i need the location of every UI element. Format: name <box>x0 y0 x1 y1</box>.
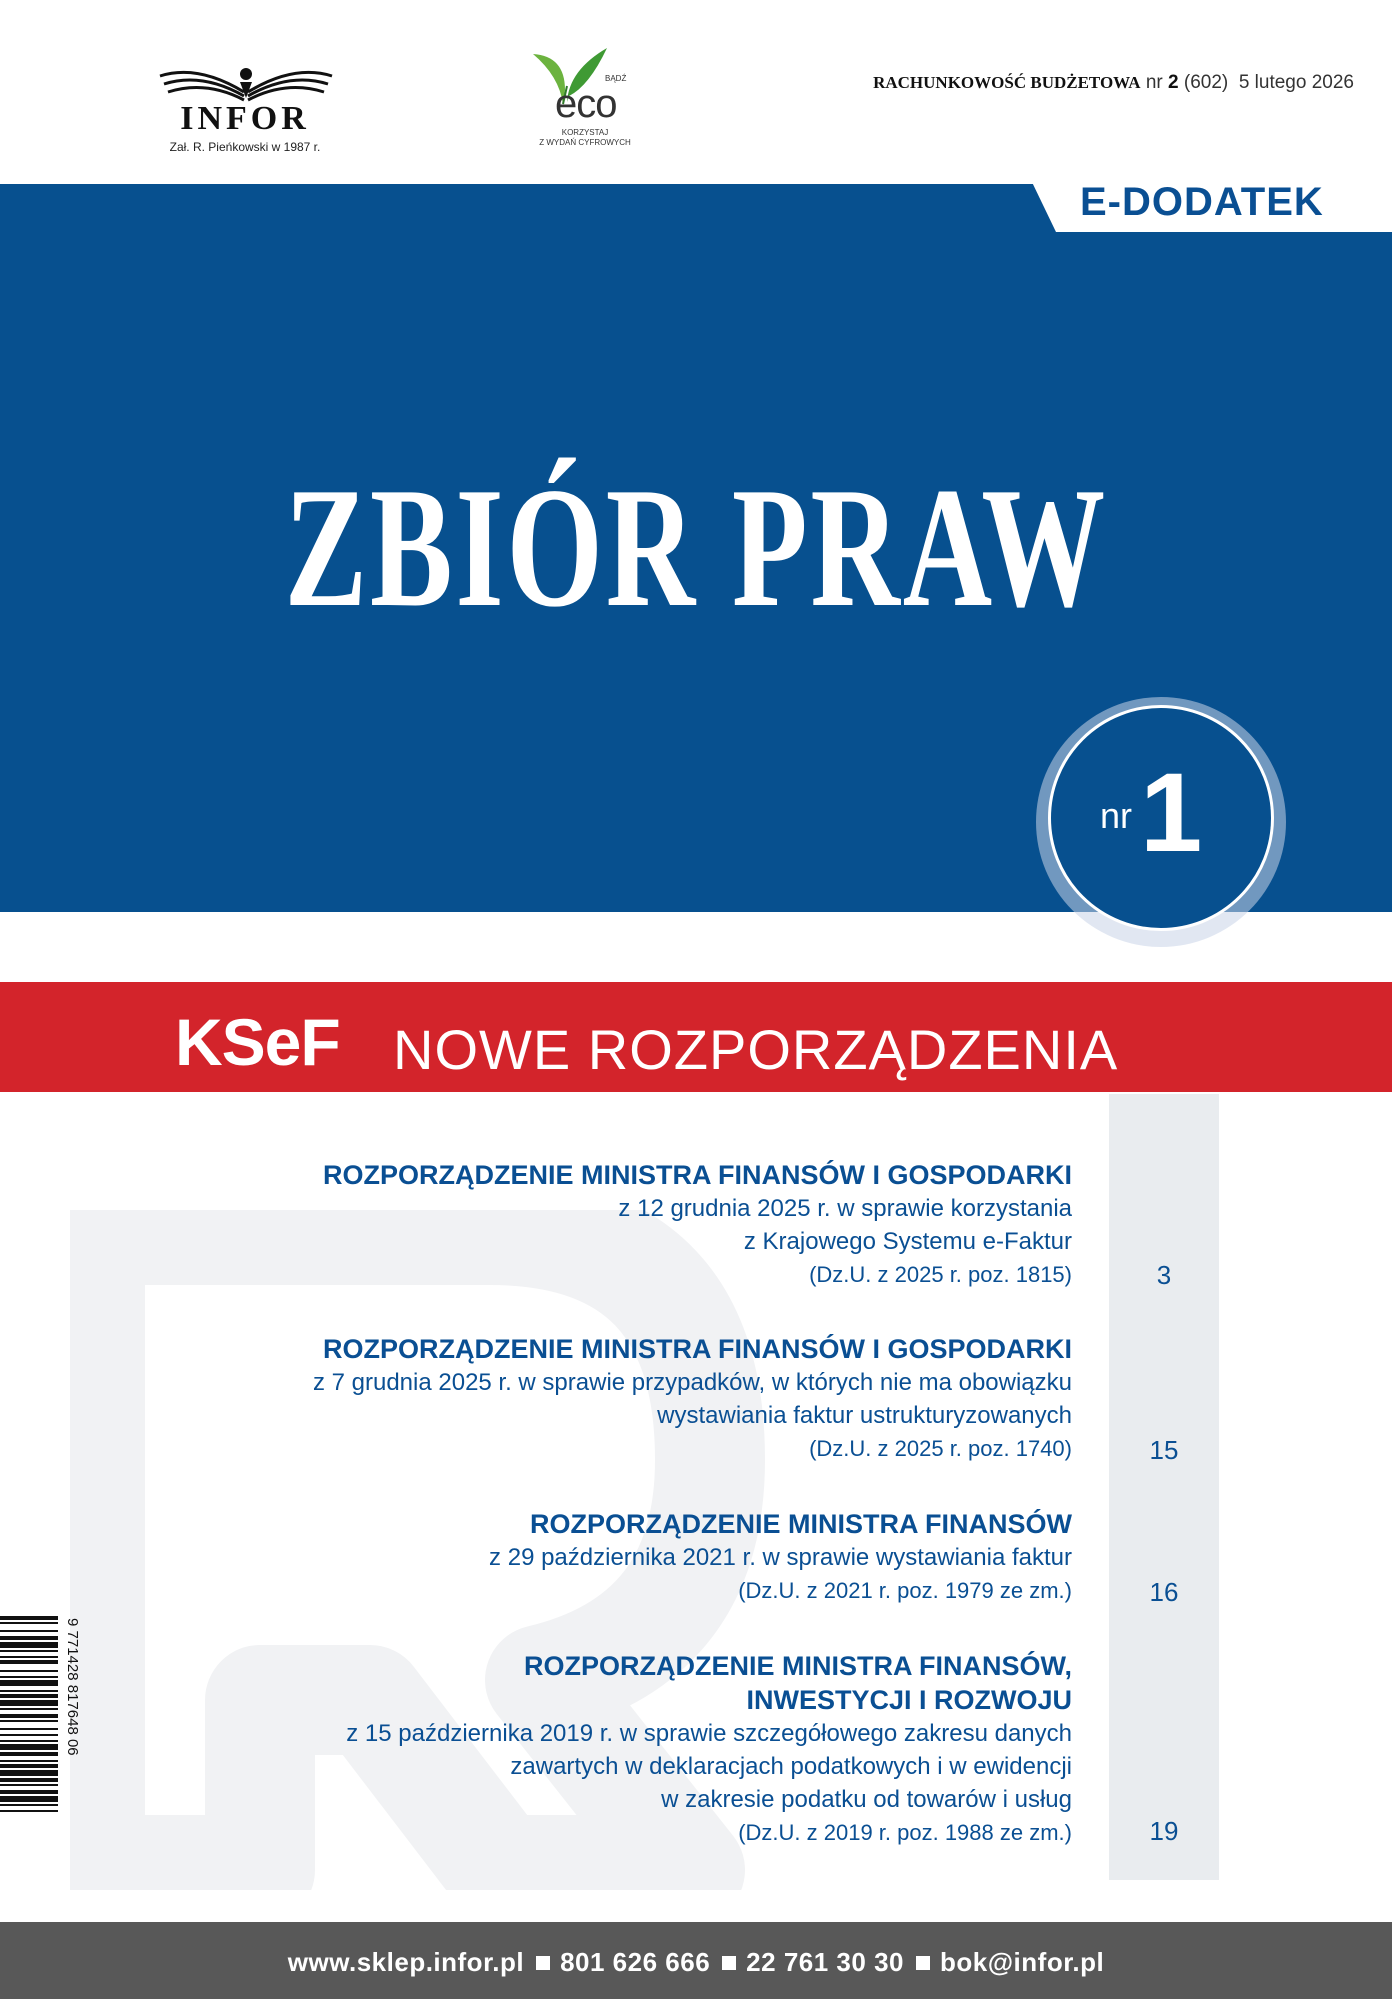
barcode-digits <box>64 1618 81 1756</box>
barcode-bar <box>0 1690 58 1692</box>
barcode-bar <box>0 1700 58 1706</box>
footer-website-link[interactable]: www.sklep.infor.pl <box>287 1947 525 1977</box>
barcode <box>0 1616 68 1862</box>
toc-page-number[interactable]: 19 <box>1149 1816 1179 1846</box>
infor-founded: Zał. R. Pieńkowski w 1987 r. <box>169 140 321 154</box>
barcode-bar <box>0 1680 58 1686</box>
page-number-column <box>1109 1094 1219 1880</box>
eco-line-2: Z WYDAŃ CYFROWYCH <box>539 138 631 147</box>
barcode-addon: 06 <box>64 1738 81 1756</box>
barcode-bar <box>0 1760 58 1762</box>
barcode-bar <box>0 1636 58 1640</box>
barcode-bar <box>0 1720 58 1722</box>
barcode-bar <box>0 1770 58 1776</box>
square-bullet-icon <box>916 1956 930 1970</box>
barcode-bar <box>0 1622 58 1624</box>
barcode-bar <box>0 1752 58 1756</box>
barcode-bar <box>0 1650 58 1652</box>
barcode-number: 9 771428 817648 <box>64 1618 81 1735</box>
barcode-bar <box>0 1676 58 1678</box>
issue-total: (602) <box>1183 72 1229 93</box>
issue-date: 5 lutego 2026 <box>1238 72 1354 93</box>
issue-info <box>873 72 1354 94</box>
toc-entry[interactable] <box>489 1507 1072 1607</box>
eco-badz: BĄDŹ <box>605 74 627 83</box>
badge-number: 1 <box>1140 750 1203 875</box>
barcode-bar <box>0 1790 58 1794</box>
toc-page-number[interactable]: 15 <box>1149 1435 1179 1465</box>
barcode-bar <box>0 1784 58 1786</box>
barcode-bar <box>0 1778 58 1782</box>
infor-logo <box>150 62 340 154</box>
barcode-bar <box>0 1744 58 1750</box>
eco-logo <box>515 44 655 154</box>
barcode-bar <box>0 1642 58 1648</box>
cover-title: ZBIÓR PRAW <box>284 453 1109 643</box>
barcode-bar <box>0 1796 58 1802</box>
toc-entry-desc: z 15 października 2019 r. w sprawie szczegółowego zakresu danych <box>346 1720 1072 1747</box>
toc-entry-desc: z 29 października 2021 r. w sprawie wystawiania faktur <box>489 1544 1072 1571</box>
barcode-bar <box>0 1694 58 1698</box>
toc-entry-desc: wystawiania faktur ustrukturyzowanych <box>657 1402 1072 1429</box>
toc-entry-ref: (Dz.U. z 2021 r. poz. 1979 ze zm.) <box>738 1578 1072 1603</box>
barcode-bar <box>0 1656 58 1658</box>
barcode-bar <box>0 1714 58 1718</box>
barcode-bar <box>0 1764 58 1768</box>
eco-line-1: KORZYSTAJ <box>561 128 609 137</box>
toc-entry-ref: (Dz.U. z 2025 r. poz. 1815) <box>809 1262 1072 1287</box>
toc-entry-title: INWESTYCJI I ROZWOJU <box>746 1685 1072 1715</box>
barcode-bar <box>0 1670 58 1672</box>
toc-entry-title: ROZPORZĄDZENIE MINISTRA FINANSÓW, <box>524 1651 1072 1681</box>
toc-entry-title: ROZPORZĄDZENIE MINISTRA FINANSÓW <box>530 1509 1072 1539</box>
footer-contact <box>0 1947 1392 1978</box>
toc-page-number[interactable]: 16 <box>1149 1577 1179 1607</box>
barcode-bar <box>0 1728 58 1730</box>
square-bullet-icon <box>722 1956 736 1970</box>
barcode-bar <box>0 1660 58 1664</box>
edodatek-label: E-DODATEK <box>1080 180 1324 224</box>
footer-phone-1[interactable]: 801 626 666 <box>560 1947 711 1977</box>
toc-entry-desc: zawartych w deklaracjach podatkowych i w ewidencji <box>510 1753 1072 1780</box>
toc-page-number[interactable]: 3 <box>1156 1260 1172 1290</box>
infor-logo-text: INFOR <box>180 100 310 137</box>
barcode-bar <box>0 1804 58 1806</box>
barcode-bar <box>0 1630 58 1632</box>
barcode-bar <box>0 1734 58 1736</box>
toc-entry-title: ROZPORZĄDZENIE MINISTRA FINANSÓW I GOSPODARKI <box>323 1334 1072 1364</box>
toc-entry[interactable] <box>313 1332 1072 1465</box>
footer-phone-2[interactable]: 22 761 30 30 <box>746 1947 904 1977</box>
toc-entry-desc: w zakresie podatku od towarów i usług <box>661 1786 1072 1813</box>
toc-entry-ref: (Dz.U. z 2019 r. poz. 1988 ze zm.) <box>738 1820 1072 1845</box>
badge-label: nr <box>1100 795 1133 836</box>
issue-number: 2 <box>1168 72 1179 93</box>
issue-nr-prefix: nr <box>1145 72 1163 93</box>
infor-wings-icon <box>158 62 334 104</box>
toc-entry-desc: z 12 grudnia 2025 r. w sprawie korzystania <box>618 1195 1072 1222</box>
barcode-bar <box>0 1740 58 1742</box>
publication-name: RACHUNKOWOŚĆ BUDŻETOWA <box>873 73 1141 92</box>
eco-word: eco <box>555 82 617 126</box>
square-bullet-icon <box>536 1956 550 1970</box>
barcode-bar <box>0 1708 58 1710</box>
ksef-label: KSeF <box>175 1005 340 1079</box>
barcode-bar <box>0 1616 58 1620</box>
barcode-bar <box>0 1810 58 1812</box>
topic-title: NOWE ROZPORZĄDZENIA <box>393 1018 1119 1081</box>
toc-entry[interactable] <box>323 1158 1072 1291</box>
toc-entry-desc: z 7 grudnia 2025 r. w sprawie przypadków, w których nie ma obowiązku <box>312 1369 1072 1396</box>
toc-entry-desc: z Krajowego Systemu e-Faktur <box>743 1228 1072 1255</box>
footer-email-link[interactable]: bok@infor.pl <box>939 1947 1105 1977</box>
toc-entry[interactable] <box>346 1649 1072 1849</box>
toc-entry-title: ROZPORZĄDZENIE MINISTRA FINANSÓW I GOSPODARKI <box>323 1160 1072 1190</box>
toc-entry-ref: (Dz.U. z 2025 r. poz. 1740) <box>809 1436 1072 1461</box>
